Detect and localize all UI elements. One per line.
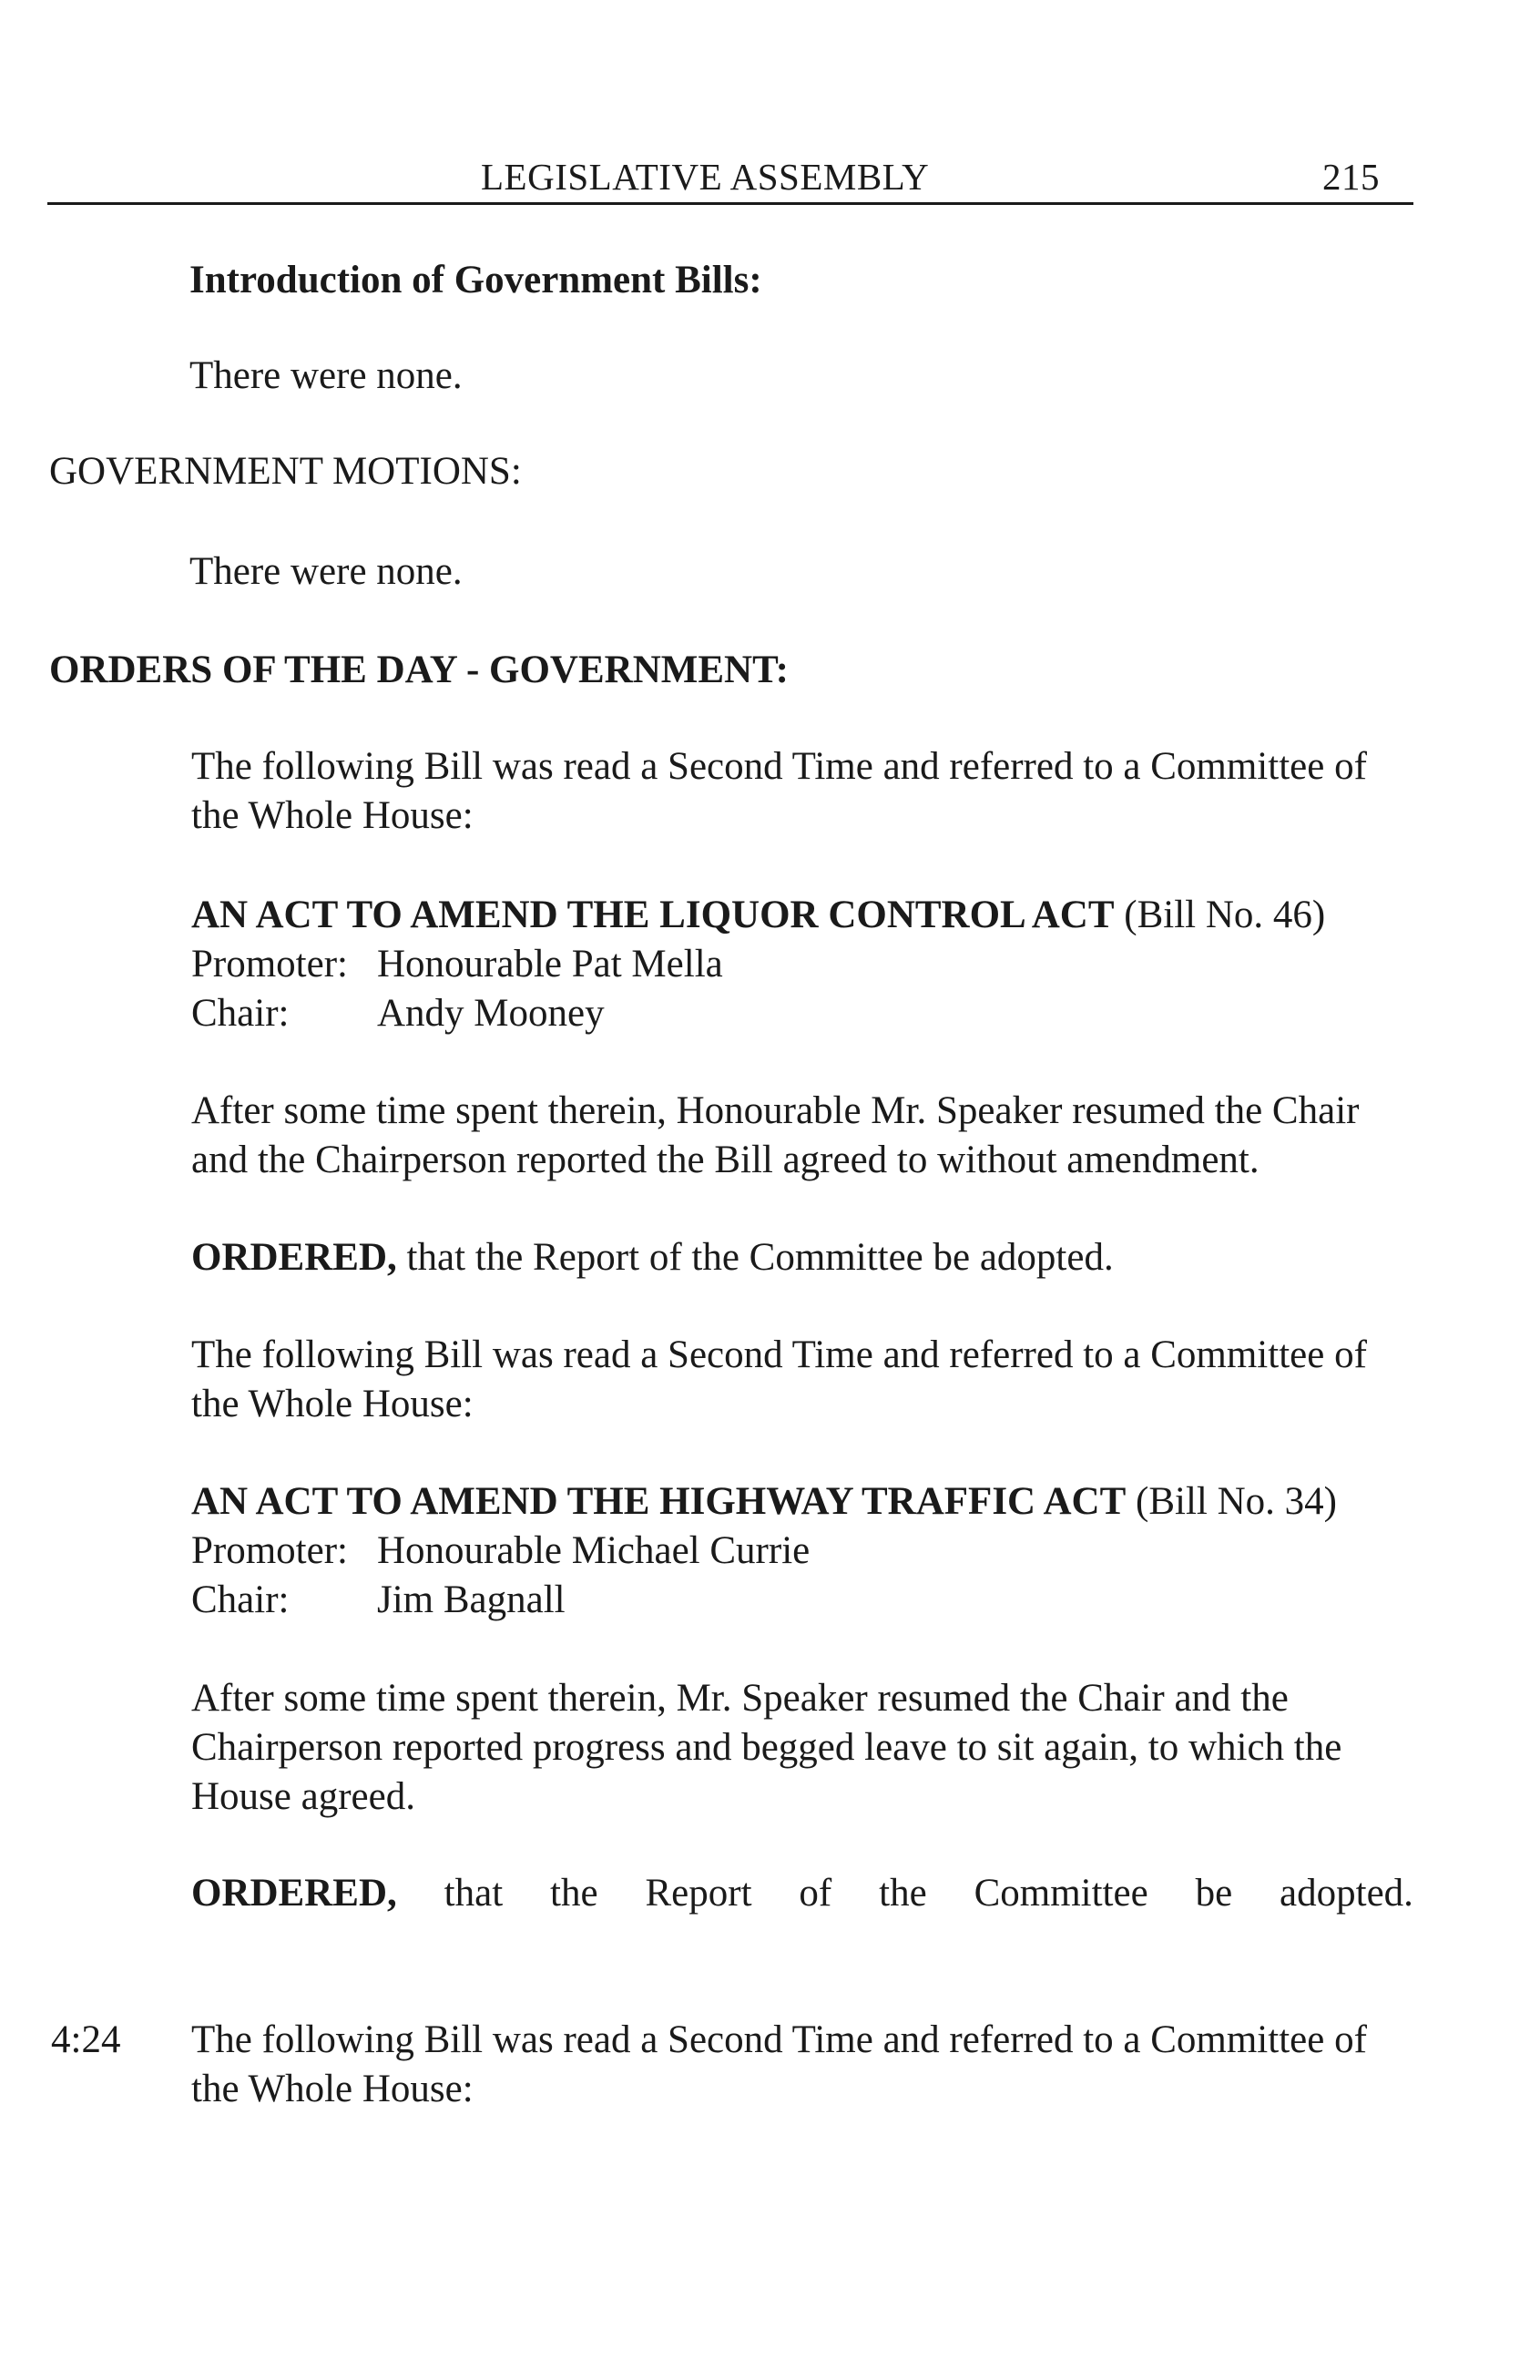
- bill1-chair-line: [191, 989, 605, 1038]
- page-number: 215: [1322, 156, 1380, 198]
- bill1-promoter-value: Honourable Pat Mella: [377, 943, 723, 986]
- bill1-number: (Bill No. 46): [1124, 894, 1326, 936]
- bill2-title: AN ACT TO AMEND THE HIGHWAY TRAFFIC ACT: [191, 1480, 1127, 1523]
- bill2-intro-line2: the Whole House:: [191, 1383, 474, 1425]
- bill1-promoter-label: Promoter:: [191, 943, 348, 986]
- bill3-intro-line2: the Whole House:: [191, 2068, 474, 2110]
- bill3-intro-line1: The following Bill was read a Second Time and referred to a Committee of: [191, 2018, 1367, 2061]
- bill2-after-line3: House agreed.: [191, 1775, 415, 1818]
- intro-bills-heading: Introduction of Government Bills:: [189, 259, 762, 301]
- bill2-number: (Bill No. 34): [1136, 1480, 1337, 1523]
- bill2-intro-line1: The following Bill was read a Second Time and referred to a Committee of: [191, 1333, 1367, 1376]
- bill2-promoter-line: [191, 1527, 810, 1576]
- bill1-promoter-line: [191, 940, 723, 989]
- bill2-after-line2: Chairperson reported progress and begged leave to sit again, to which the: [191, 1726, 1342, 1769]
- bill1-chair-value: Andy Mooney: [377, 992, 605, 1035]
- bill2-promoter-label: Promoter:: [191, 1529, 348, 1572]
- bill1-after-line2: and the Chairperson reported the Bill agreed to without amendment.: [191, 1139, 1260, 1181]
- bill1-title-line: [191, 891, 1325, 940]
- bill2-ordered-word: the: [550, 1872, 598, 1915]
- bill2-chair-label: Chair:: [191, 1578, 290, 1621]
- bill2-title-line: [191, 1477, 1337, 1527]
- bill2-promoter-value: Honourable Michael Currie: [377, 1529, 811, 1572]
- bill2-ordered-word: Report: [645, 1872, 752, 1915]
- government-motions-text: There were none.: [189, 550, 463, 593]
- bill2-ordered-word: that: [444, 1872, 504, 1915]
- bill3-time-marker: 4:24: [51, 2018, 121, 2061]
- bill2-ordered-word: adopted.: [1280, 1872, 1413, 1915]
- bill2-ordered-word: be: [1195, 1872, 1233, 1915]
- bill2-after-line1: After some time spent therein, Mr. Speaker resumed the Chair and the: [191, 1677, 1289, 1720]
- bill1-after-line1: After some time spent therein, Honourable Mr. Speaker resumed the Chair: [191, 1089, 1360, 1132]
- bill2-ordered-word: Committee: [974, 1872, 1148, 1915]
- running-header-title: LEGISLATIVE ASSEMBLY: [481, 156, 930, 198]
- bill2-chair-value: Jim Bagnall: [377, 1578, 566, 1621]
- header-rule: [47, 202, 1413, 205]
- government-motions-heading: GOVERNMENT MOTIONS:: [49, 450, 522, 493]
- bill2-ordered-word: of: [799, 1872, 832, 1915]
- bill1-ordered-word: ORDERED,: [191, 1236, 397, 1279]
- bill1-chair-label: Chair:: [191, 992, 290, 1035]
- bill2-ordered-line: [191, 1869, 1413, 1918]
- bill1-title: AN ACT TO AMEND THE LIQUOR CONTROL ACT: [191, 894, 1115, 936]
- bill2-ordered-word: the: [879, 1872, 927, 1915]
- bill1-ordered-rest: that the Report of the Committee be adopted.: [406, 1236, 1114, 1279]
- orders-of-the-day-heading: ORDERS OF THE DAY - GOVERNMENT:: [49, 649, 789, 691]
- intro-bills-text: There were none.: [189, 354, 463, 397]
- bill1-intro-line2: the Whole House:: [191, 794, 474, 837]
- bill1-ordered-line: [191, 1233, 1114, 1282]
- bill2-ordered-word: ORDERED,: [191, 1872, 397, 1915]
- bill1-intro-line1: The following Bill was read a Second Time and referred to a Committee of: [191, 745, 1367, 788]
- bill2-chair-line: [191, 1576, 566, 1625]
